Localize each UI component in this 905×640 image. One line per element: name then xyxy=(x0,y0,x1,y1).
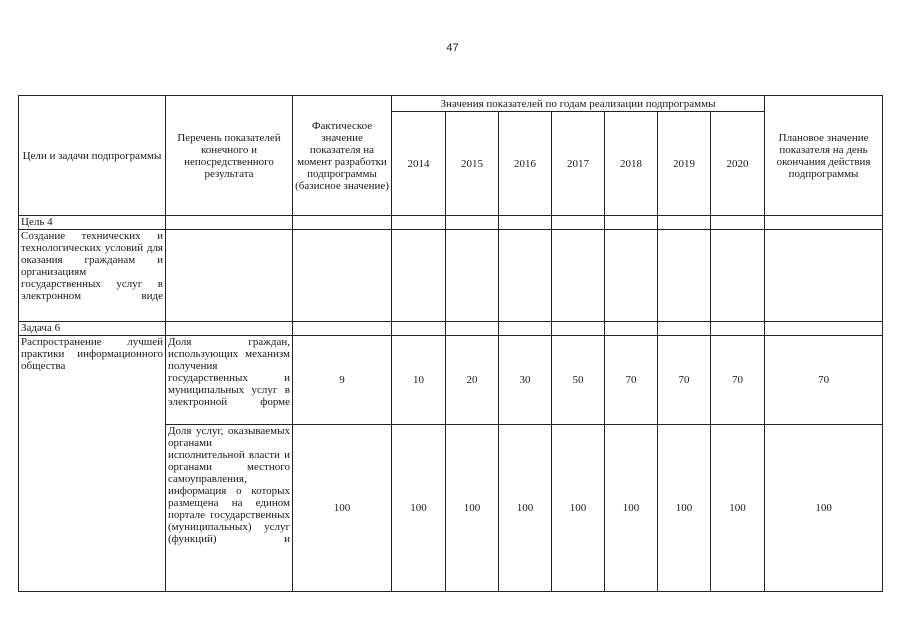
header-planned-value: Плановое значение показателя на день окончания действия подпрограммы xyxy=(765,96,883,216)
table-row xyxy=(19,336,883,425)
year-value: 100 xyxy=(552,425,605,592)
indicator-text: Доля услуг, оказываемых органами исполнительной власти и органами местного самоуправления, информация о которых размещена на едином портале государственных (муниципальных) услуг (функций) и xyxy=(166,425,293,592)
header-goals: Цели и задачи подпрограммы xyxy=(19,96,166,216)
year-value: 100 xyxy=(499,425,552,592)
table-row xyxy=(19,322,883,336)
goal-label: Цель 4 xyxy=(19,216,166,230)
table-row xyxy=(19,230,883,322)
header-yearly-group: Значения показателей по годам реализации подпрограммы xyxy=(392,96,765,112)
header-indicators: Перечень показателей конечного и непосредственного результата xyxy=(166,96,293,216)
table-row xyxy=(19,216,883,230)
year-value: 50 xyxy=(552,336,605,425)
indicator-text: Доля граждан, использующих механизм получения государственных и муниципальных услуг в электронной форме xyxy=(166,336,293,425)
year-value: 70 xyxy=(605,336,658,425)
task-label: Задача 6 xyxy=(19,322,166,336)
year-value: 100 xyxy=(392,425,446,592)
header-actual-value: Фактическое значение показателя на момент разработки подпрограммы (базисное значение) xyxy=(293,96,392,216)
task-description: Распространение лучшей практики информационного общества xyxy=(19,336,166,592)
page-number: 47 xyxy=(446,42,459,54)
header-year: 2018 xyxy=(605,112,658,216)
year-value: 70 xyxy=(658,336,711,425)
header-year: 2016 xyxy=(499,112,552,216)
header-year: 2015 xyxy=(446,112,499,216)
actual-value: 100 xyxy=(293,425,392,592)
year-value: 20 xyxy=(446,336,499,425)
header-year: 2019 xyxy=(658,112,711,216)
header-year: 2020 xyxy=(711,112,765,216)
actual-value: 9 xyxy=(293,336,392,425)
header-year: 2014 xyxy=(392,112,446,216)
year-value: 100 xyxy=(605,425,658,592)
year-value: 70 xyxy=(711,336,765,425)
goal-description: Создание технических и технологических условий для оказания гражданам и организациям государственных услуг в электронном виде xyxy=(19,230,166,322)
year-value: 100 xyxy=(658,425,711,592)
planned-value: 70 xyxy=(765,336,883,425)
indicators-table xyxy=(18,95,883,592)
header-year: 2017 xyxy=(552,112,605,216)
year-value: 100 xyxy=(446,425,499,592)
year-value: 10 xyxy=(392,336,446,425)
planned-value: 100 xyxy=(765,425,883,592)
year-value: 30 xyxy=(499,336,552,425)
year-value: 100 xyxy=(711,425,765,592)
